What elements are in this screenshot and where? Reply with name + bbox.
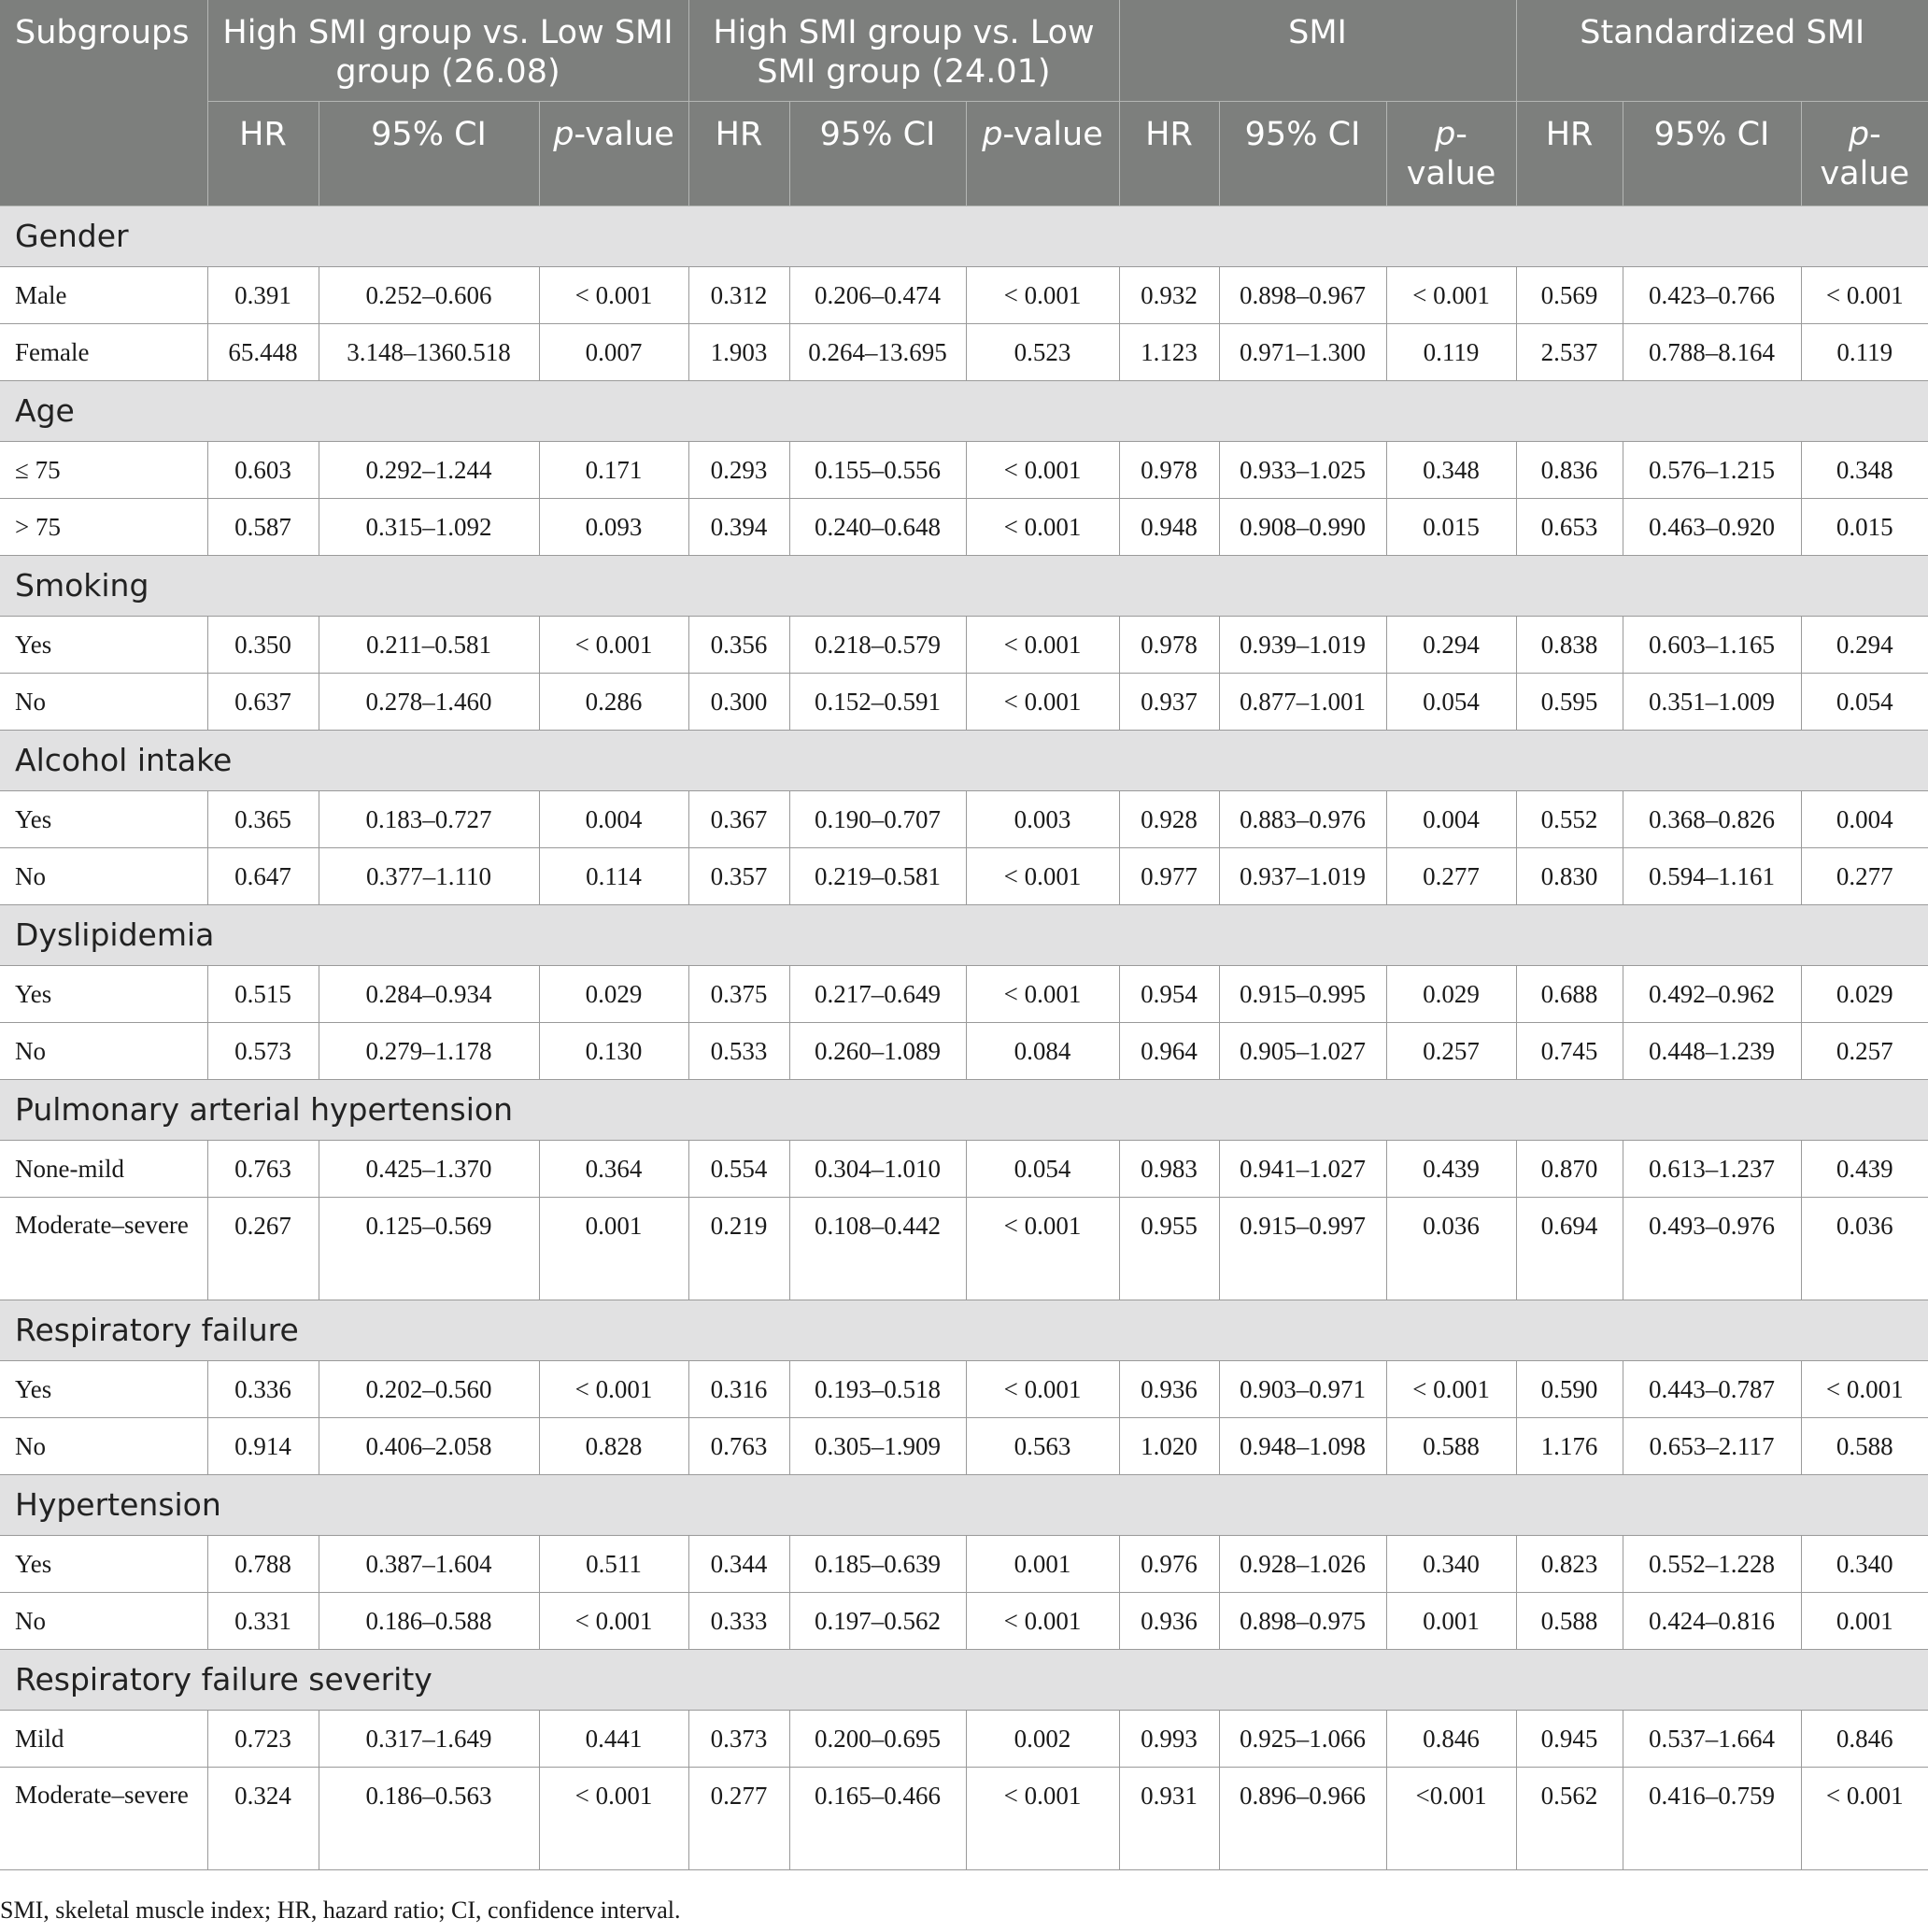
- table-cell: < 0.001: [539, 1768, 688, 1870]
- table-cell: < 0.001: [966, 966, 1119, 1023]
- table-cell: 0.416–0.759: [1623, 1768, 1801, 1870]
- section-header-row: [0, 381, 1928, 442]
- table-cell: 0.004: [1386, 791, 1516, 848]
- table-cell: 0.877–1.001: [1219, 674, 1386, 731]
- section-header-row: [0, 556, 1928, 617]
- table-cell: 0.915–0.997: [1219, 1198, 1386, 1300]
- section-header-row: [0, 1650, 1928, 1711]
- table-cell: 2.537: [1516, 324, 1623, 381]
- table-cell: 0.763: [207, 1141, 319, 1198]
- p-suffix: -value: [1002, 116, 1103, 153]
- p-italic: p: [1848, 116, 1870, 153]
- table-cell: < 0.001: [966, 442, 1119, 499]
- p-value-header: [1801, 102, 1928, 206]
- table-cell: 0.588: [1801, 1418, 1928, 1475]
- table-cell: 0.933–1.025: [1219, 442, 1386, 499]
- table-cell: 0.365: [207, 791, 319, 848]
- table-cell: 0.637: [207, 674, 319, 731]
- table-cell: 0.846: [1801, 1711, 1928, 1768]
- table-cell: 0.870: [1516, 1141, 1623, 1198]
- table-cell: 0.830: [1516, 848, 1623, 905]
- row-label: No: [0, 1023, 207, 1080]
- p-suffix: -value: [1820, 116, 1910, 192]
- table-row: [0, 324, 1928, 381]
- table-cell: 0.185–0.639: [789, 1536, 966, 1593]
- table-cell: 0.284–0.934: [319, 966, 539, 1023]
- section-title: Alcohol intake: [0, 731, 1928, 791]
- table-cell: 0.293: [688, 442, 789, 499]
- table-cell: 0.015: [1386, 499, 1516, 556]
- table-cell: 0.316: [688, 1361, 789, 1418]
- table-cell: 0.197–0.562: [789, 1593, 966, 1650]
- table-cell: 0.914: [207, 1418, 319, 1475]
- table-cell: < 0.001: [966, 267, 1119, 324]
- table-row: [0, 442, 1928, 499]
- table-body: [0, 206, 1928, 1870]
- p-suffix: -value: [574, 116, 674, 153]
- section-title: Age: [0, 381, 1928, 442]
- table-cell: 0.305–1.909: [789, 1418, 966, 1475]
- table-cell: 0.763: [688, 1418, 789, 1475]
- table-cell: 0.054: [1386, 674, 1516, 731]
- table-row: [0, 1198, 1928, 1300]
- table-cell: 0.883–0.976: [1219, 791, 1386, 848]
- table-cell: < 0.001: [966, 1361, 1119, 1418]
- table-cell: 0.377–1.110: [319, 848, 539, 905]
- table-row: [0, 1023, 1928, 1080]
- table-cell: 0.573: [207, 1023, 319, 1080]
- table-cell: 0.257: [1801, 1023, 1928, 1080]
- table-cell: < 0.001: [539, 617, 688, 674]
- table-cell: 0.004: [1801, 791, 1928, 848]
- row-label: No: [0, 1418, 207, 1475]
- table-cell: < 0.001: [966, 1768, 1119, 1870]
- section-title: Hypertension: [0, 1475, 1928, 1536]
- table-cell: 0.001: [539, 1198, 688, 1300]
- table-cell: 0.001: [1386, 1593, 1516, 1650]
- table-cell: 0.084: [966, 1023, 1119, 1080]
- table-row: [0, 791, 1928, 848]
- table-cell: 0.903–0.971: [1219, 1361, 1386, 1418]
- table-cell: 0.928–1.026: [1219, 1536, 1386, 1593]
- table-cell: 0.978: [1119, 617, 1219, 674]
- table-cell: 0.007: [539, 324, 688, 381]
- table-row: [0, 1593, 1928, 1650]
- table-cell: 0.439: [1386, 1141, 1516, 1198]
- table-cell: 0.277: [688, 1768, 789, 1870]
- table-cell: 0.324: [207, 1768, 319, 1870]
- table-cell: 0.563: [966, 1418, 1119, 1475]
- table-cell: < 0.001: [539, 1361, 688, 1418]
- table-cell: 0.976: [1119, 1536, 1219, 1593]
- row-label: Mild: [0, 1711, 207, 1768]
- table-row: [0, 966, 1928, 1023]
- table-cell: < 0.001: [1801, 1361, 1928, 1418]
- ci-header: 95% CI: [1219, 102, 1386, 206]
- ci-header: 95% CI: [1623, 102, 1801, 206]
- table-cell: 0.315–1.092: [319, 499, 539, 556]
- table-cell: 0.723: [207, 1711, 319, 1768]
- table-cell: 0.595: [1516, 674, 1623, 731]
- table-cell: 0.001: [1801, 1593, 1928, 1650]
- table-cell: 0.217–0.649: [789, 966, 966, 1023]
- table-cell: 0.292–1.244: [319, 442, 539, 499]
- table-cell: 0.394: [688, 499, 789, 556]
- table-cell: 0.846: [1386, 1711, 1516, 1768]
- table-cell: 0.279–1.178: [319, 1023, 539, 1080]
- table-cell: < 0.001: [966, 1593, 1119, 1650]
- table-cell: 0.348: [1386, 442, 1516, 499]
- table-cell: 0.493–0.976: [1623, 1198, 1801, 1300]
- table-cell: 0.119: [1801, 324, 1928, 381]
- table-cell: 0.448–1.239: [1623, 1023, 1801, 1080]
- table-cell: 0.915–0.995: [1219, 966, 1386, 1023]
- table-cell: 0.936: [1119, 1593, 1219, 1650]
- table-row: [0, 1536, 1928, 1593]
- table-cell: < 0.001: [1386, 1361, 1516, 1418]
- table-cell: 0.186–0.588: [319, 1593, 539, 1650]
- table-cell: 0.119: [1386, 324, 1516, 381]
- table-row: [0, 1141, 1928, 1198]
- row-label: Yes: [0, 617, 207, 674]
- section-title: Smoking: [0, 556, 1928, 617]
- table-cell: 0.200–0.695: [789, 1711, 966, 1768]
- table-cell: 0.278–1.460: [319, 674, 539, 731]
- section-header-row: [0, 1475, 1928, 1536]
- table-cell: 0.219–0.581: [789, 848, 966, 905]
- table-cell: 0.029: [1801, 966, 1928, 1023]
- table-cell: 0.941–1.027: [1219, 1141, 1386, 1198]
- group-header-standardized-smi: Standardized SMI: [1516, 0, 1928, 102]
- row-label: Moderate–severe: [0, 1768, 207, 1870]
- table-cell: 0.029: [1386, 966, 1516, 1023]
- table-cell: 0.439: [1801, 1141, 1928, 1198]
- table-cell: < 0.001: [1386, 267, 1516, 324]
- table-cell: 0.908–0.990: [1219, 499, 1386, 556]
- table-cell: 0.983: [1119, 1141, 1219, 1198]
- section-title: Pulmonary arterial hypertension: [0, 1080, 1928, 1141]
- table-cell: 0.340: [1801, 1536, 1928, 1593]
- hr-header: HR: [1516, 102, 1623, 206]
- table-cell: 0.931: [1119, 1768, 1219, 1870]
- table-cell: < 0.001: [966, 674, 1119, 731]
- table-cell: 0.898–0.967: [1219, 267, 1386, 324]
- table-cell: 0.537–1.664: [1623, 1711, 1801, 1768]
- table-cell: 0.267: [207, 1198, 319, 1300]
- p-italic: p: [982, 116, 1003, 153]
- table-cell: 0.463–0.920: [1623, 499, 1801, 556]
- table-cell: 3.148–1360.518: [319, 324, 539, 381]
- group-header-24: High SMI group vs. Low SMI group (24.01): [688, 0, 1119, 102]
- table-cell: 0.590: [1516, 1361, 1623, 1418]
- table-cell: 0.125–0.569: [319, 1198, 539, 1300]
- table-cell: 0.340: [1386, 1536, 1516, 1593]
- group-header-26: High SMI group vs. Low SMI group (26.08): [207, 0, 688, 102]
- table-cell: 0.937–1.019: [1219, 848, 1386, 905]
- table-cell: < 0.001: [539, 267, 688, 324]
- table-cell: 0.423–0.766: [1623, 267, 1801, 324]
- table-cell: 0.368–0.826: [1623, 791, 1801, 848]
- table-cell: 0.569: [1516, 267, 1623, 324]
- table-row: [0, 267, 1928, 324]
- table-cell: 0.828: [539, 1418, 688, 1475]
- table-cell: 0.375: [688, 966, 789, 1023]
- table-cell: 0.939–1.019: [1219, 617, 1386, 674]
- row-label: Male: [0, 267, 207, 324]
- table-cell: 0.745: [1516, 1023, 1623, 1080]
- table-cell: 0.587: [207, 499, 319, 556]
- table-cell: 0.443–0.787: [1623, 1361, 1801, 1418]
- ci-header: 95% CI: [319, 102, 539, 206]
- table-cell: 0.130: [539, 1023, 688, 1080]
- hr-header: HR: [207, 102, 319, 206]
- table-cell: 0.588: [1386, 1418, 1516, 1475]
- table-cell: 0.838: [1516, 617, 1623, 674]
- table-cell: 0.211–0.581: [319, 617, 539, 674]
- table-row: [0, 1768, 1928, 1870]
- table-row: [0, 1418, 1928, 1475]
- table-cell: 0.387–1.604: [319, 1536, 539, 1593]
- row-label: Moderate–severe: [0, 1198, 207, 1300]
- table-cell: 0.948: [1119, 499, 1219, 556]
- p-italic: p: [553, 116, 574, 153]
- table-cell: 0.294: [1386, 617, 1516, 674]
- subgroups-header: Subgroups: [0, 0, 207, 206]
- table-footnote: SMI, skeletal muscle index; HR, hazard ratio; CI, confidence interval.: [0, 1896, 681, 1924]
- table-cell: 0.093: [539, 499, 688, 556]
- section-header-row: [0, 1300, 1928, 1361]
- row-label: Yes: [0, 1361, 207, 1418]
- table-cell: < 0.001: [966, 1198, 1119, 1300]
- table-cell: 0.905–1.027: [1219, 1023, 1386, 1080]
- hr-header: HR: [688, 102, 789, 206]
- table-cell: 0.357: [688, 848, 789, 905]
- table-cell: 0.333: [688, 1593, 789, 1650]
- table-cell: 0.406–2.058: [319, 1418, 539, 1475]
- table-cell: 0.264–13.695: [789, 324, 966, 381]
- table-cell: 0.003: [966, 791, 1119, 848]
- table-cell: 0.653: [1516, 499, 1623, 556]
- table-cell: 0.350: [207, 617, 319, 674]
- table-cell: < 0.001: [1801, 267, 1928, 324]
- table-cell: 0.603: [207, 442, 319, 499]
- table-cell: 0.971–1.300: [1219, 324, 1386, 381]
- table-cell: 0.613–1.237: [1623, 1141, 1801, 1198]
- section-header-row: [0, 905, 1928, 966]
- table-cell: 0.936: [1119, 1361, 1219, 1418]
- table-cell: 0.533: [688, 1023, 789, 1080]
- table-cell: 0.286: [539, 674, 688, 731]
- hr-header: HR: [1119, 102, 1219, 206]
- table-cell: 1.903: [688, 324, 789, 381]
- table-cell: 0.356: [688, 617, 789, 674]
- table-cell: 0.694: [1516, 1198, 1623, 1300]
- table-row: [0, 617, 1928, 674]
- section-title: Respiratory failure severity: [0, 1650, 1928, 1711]
- table-cell: 0.424–0.816: [1623, 1593, 1801, 1650]
- row-label: Yes: [0, 791, 207, 848]
- table-cell: 0.898–0.975: [1219, 1593, 1386, 1650]
- table-cell: 0.336: [207, 1361, 319, 1418]
- table-cell: 0.260–1.089: [789, 1023, 966, 1080]
- table-cell: 0.108–0.442: [789, 1198, 966, 1300]
- table-cell: 0.183–0.727: [319, 791, 539, 848]
- table-cell: 0.351–1.009: [1623, 674, 1801, 731]
- table-cell: 0.054: [966, 1141, 1119, 1198]
- section-title: Dyslipidemia: [0, 905, 1928, 966]
- table-cell: 0.001: [966, 1536, 1119, 1593]
- table-cell: 0.647: [207, 848, 319, 905]
- table-cell: 0.186–0.563: [319, 1768, 539, 1870]
- table-cell: 0.331: [207, 1593, 319, 1650]
- p-suffix: -value: [1406, 116, 1496, 192]
- table-cell: 0.190–0.707: [789, 791, 966, 848]
- table-cell: 0.788–8.164: [1623, 324, 1801, 381]
- section-header-row: [0, 731, 1928, 791]
- p-value-header: [539, 102, 688, 206]
- table-cell: 0.036: [1801, 1198, 1928, 1300]
- table-cell: 0.004: [539, 791, 688, 848]
- table-cell: 0.277: [1386, 848, 1516, 905]
- row-label: None-mild: [0, 1141, 207, 1198]
- table-cell: 0.955: [1119, 1198, 1219, 1300]
- table-cell: 0.928: [1119, 791, 1219, 848]
- table-cell: 0.317–1.649: [319, 1711, 539, 1768]
- table-cell: 0.002: [966, 1711, 1119, 1768]
- group-header-smi: SMI: [1119, 0, 1516, 102]
- table-cell: 0.523: [966, 324, 1119, 381]
- table-cell: 0.304–1.010: [789, 1141, 966, 1198]
- table-cell: 1.020: [1119, 1418, 1219, 1475]
- table-cell: 0.945: [1516, 1711, 1623, 1768]
- table-cell: 0.155–0.556: [789, 442, 966, 499]
- p-value-header: [966, 102, 1119, 206]
- row-label: No: [0, 674, 207, 731]
- table-header: [0, 0, 1928, 206]
- table-cell: 0.653–2.117: [1623, 1418, 1801, 1475]
- row-label: Yes: [0, 1536, 207, 1593]
- table-cell: < 0.001: [966, 848, 1119, 905]
- table-row: [0, 1361, 1928, 1418]
- table-cell: 0.294: [1801, 617, 1928, 674]
- table-cell: 0.425–1.370: [319, 1141, 539, 1198]
- p-value-header: [1386, 102, 1516, 206]
- table-cell: 0.948–1.098: [1219, 1418, 1386, 1475]
- section-title: Respiratory failure: [0, 1300, 1928, 1361]
- table-cell: 0.511: [539, 1536, 688, 1593]
- row-label: Yes: [0, 966, 207, 1023]
- row-label: Female: [0, 324, 207, 381]
- table-cell: 0.492–0.962: [1623, 966, 1801, 1023]
- section-header-row: [0, 206, 1928, 267]
- p-italic: p: [1435, 116, 1456, 153]
- table-cell: 0.896–0.966: [1219, 1768, 1386, 1870]
- table-row: [0, 674, 1928, 731]
- table-cell: 0.594–1.161: [1623, 848, 1801, 905]
- table-cell: 0.391: [207, 267, 319, 324]
- table-cell: 0.576–1.215: [1623, 442, 1801, 499]
- table-cell: 0.552–1.228: [1623, 1536, 1801, 1593]
- table-cell: 0.152–0.591: [789, 674, 966, 731]
- table-cell: 0.588: [1516, 1593, 1623, 1650]
- table-row: [0, 499, 1928, 556]
- table-cell: 65.448: [207, 324, 319, 381]
- table-cell: 0.344: [688, 1536, 789, 1593]
- table-cell: 0.218–0.579: [789, 617, 966, 674]
- table-cell: 0.515: [207, 966, 319, 1023]
- table-cell: 0.441: [539, 1711, 688, 1768]
- table-cell: 0.277: [1801, 848, 1928, 905]
- ci-header: 95% CI: [789, 102, 966, 206]
- table-cell: 0.603–1.165: [1623, 617, 1801, 674]
- table-cell: 1.123: [1119, 324, 1219, 381]
- table-cell: 0.552: [1516, 791, 1623, 848]
- table-cell: 0.977: [1119, 848, 1219, 905]
- table-cell: 0.562: [1516, 1768, 1623, 1870]
- table-cell: < 0.001: [539, 1593, 688, 1650]
- table-cell: 0.688: [1516, 966, 1623, 1023]
- table-cell: 0.367: [688, 791, 789, 848]
- table-cell: 0.054: [1801, 674, 1928, 731]
- row-label: No: [0, 848, 207, 905]
- table-row: [0, 1711, 1928, 1768]
- table-cell: 0.240–0.648: [789, 499, 966, 556]
- table-cell: 0.373: [688, 1711, 789, 1768]
- table-cell: 0.554: [688, 1141, 789, 1198]
- table-cell: 0.312: [688, 267, 789, 324]
- table-cell: < 0.001: [966, 617, 1119, 674]
- table-cell: 0.029: [539, 966, 688, 1023]
- table-cell: 0.954: [1119, 966, 1219, 1023]
- table-cell: 0.165–0.466: [789, 1768, 966, 1870]
- section-header-row: [0, 1080, 1928, 1141]
- table-cell: 0.993: [1119, 1711, 1219, 1768]
- table-cell: 0.932: [1119, 267, 1219, 324]
- table-cell: < 0.001: [1801, 1768, 1928, 1870]
- section-title: Gender: [0, 206, 1928, 267]
- table-cell: 0.015: [1801, 499, 1928, 556]
- table-cell: 0.193–0.518: [789, 1361, 966, 1418]
- table-cell: 0.788: [207, 1536, 319, 1593]
- table-cell: 0.925–1.066: [1219, 1711, 1386, 1768]
- row-label: > 75: [0, 499, 207, 556]
- row-label: ≤ 75: [0, 442, 207, 499]
- table-cell: 0.964: [1119, 1023, 1219, 1080]
- table-cell: 0.364: [539, 1141, 688, 1198]
- table-cell: 0.300: [688, 674, 789, 731]
- table-cell: 0.036: [1386, 1198, 1516, 1300]
- table-cell: 0.937: [1119, 674, 1219, 731]
- table-cell: 0.206–0.474: [789, 267, 966, 324]
- table-cell: 0.823: [1516, 1536, 1623, 1593]
- table-row: [0, 848, 1928, 905]
- row-label: No: [0, 1593, 207, 1650]
- table-cell: 0.202–0.560: [319, 1361, 539, 1418]
- table-cell: 0.252–0.606: [319, 267, 539, 324]
- table-cell: <0.001: [1386, 1768, 1516, 1870]
- table-cell: < 0.001: [966, 499, 1119, 556]
- table-cell: 0.114: [539, 848, 688, 905]
- table-cell: 0.219: [688, 1198, 789, 1300]
- table-cell: 0.348: [1801, 442, 1928, 499]
- table-cell: 0.171: [539, 442, 688, 499]
- table-cell: 0.836: [1516, 442, 1623, 499]
- table-cell: 1.176: [1516, 1418, 1623, 1475]
- table-cell: 0.257: [1386, 1023, 1516, 1080]
- table-cell: 0.978: [1119, 442, 1219, 499]
